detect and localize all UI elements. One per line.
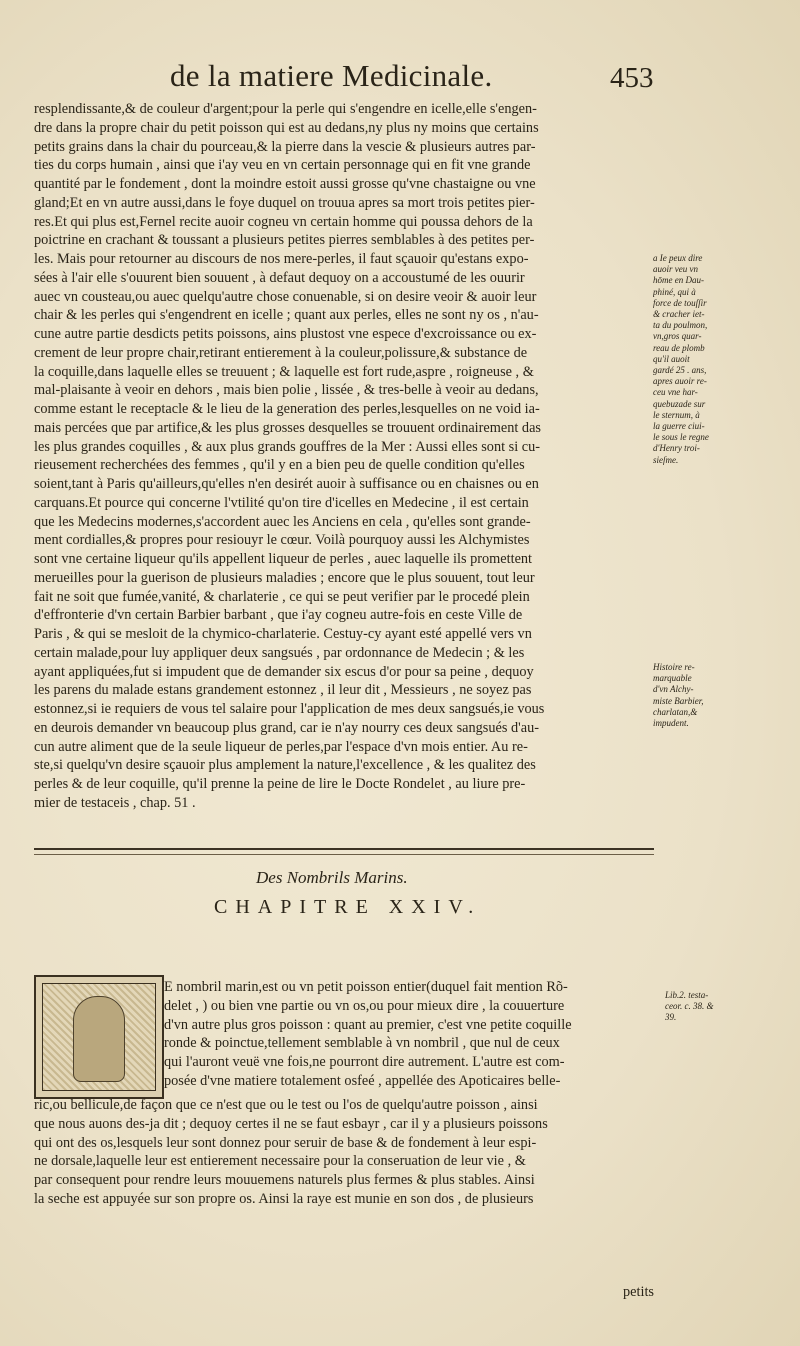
- page-number: 453: [610, 62, 654, 94]
- margin-note-line: a Ie peux dire: [653, 253, 703, 263]
- margin-note-b: [653, 662, 765, 729]
- text-line: comme estant le receptacle & le lieu de la generation des perles,lesquelles on ne void ia-: [34, 401, 540, 417]
- text-line: la seche est appuyée sur son propre os. Ainsi la raye est munie en son dos , de plusieurs: [34, 1190, 534, 1207]
- margin-note-line: ceu vne har-: [653, 387, 698, 398]
- text-line: merueilles pour la guerison de plusieurs maladies ; encore que le plus souuent, tout leur: [34, 569, 535, 586]
- text-line: dre dans la propre chair du petit poisson qui est au dedans,ny plus ny moins que certains: [34, 119, 539, 136]
- text-line: delet , ) ou bien vne partie ou vn os,ou pour mieux dire , la couuerture: [164, 997, 565, 1014]
- text-line: gland;Et en vn autre aussi,dans le foye duquel on trouua apres sa mort trois petites pier-: [34, 194, 535, 211]
- margin-note-line: quebuzade sur: [653, 398, 706, 409]
- margin-note-line: d'Henry troi-: [653, 443, 700, 454]
- margin-note-line: qu'il auoit: [653, 353, 690, 364]
- text-line: quantité par le fondement , dont la moindre estoit aussi grosse qu'vne chastaigne ou vne: [34, 176, 536, 192]
- text-line: la coquille,dans laquelle elles se treuuent ; & laquelle est fort rude,aspre , roigneuse , &: [34, 363, 534, 380]
- text-line: cun autre aliment que de la seule liqueur de perles,par l'espace d'vn mois entier. Au re-: [34, 738, 528, 755]
- text-line: sont vne certaine liqueur qu'ils appellent liqueur de perles , auec laquelle ils promettent: [34, 551, 533, 567]
- text-line: estonnez,si ie requiers de vous tel salaire pour l'application de mes deux sangsués,ie vous: [34, 701, 545, 717]
- margin-note-c: [665, 990, 780, 1024]
- margin-note-line: impudent.: [653, 718, 689, 729]
- text-line: res.Et qui plus est,Fernel recite auoir cogneu vn certain homme qui poussa dehors de la: [34, 213, 533, 230]
- margin-note-line: hōme en Dau-: [653, 275, 704, 286]
- margin-note-line: reau de plomb: [653, 342, 705, 353]
- margin-note-line: vn,gros quar-: [653, 331, 702, 342]
- text-line: auec vn cousteau,ou auec quelqu'autre chose conuenable, si on desire veoir & auoir leur: [34, 288, 537, 305]
- catchword: petits: [623, 1284, 654, 1300]
- text-line: perles & de leur coquille, qu'il prenne la peine de lire le Docte Rondelet , au liure pre-: [34, 776, 526, 792]
- text-line: petits grains dans la chair du pourceau,& la pierre dans la vescie & plusieurs autres par-: [34, 138, 536, 155]
- margin-note-line: la guerre ciui-: [653, 421, 705, 432]
- text-line: resplendissante,& de couleur d'argent;pour la perle qui s'engendre en icelle,elle s'engen-: [34, 101, 537, 117]
- text-line: crement de leur propre chair,retirant entierement à la couleur,polissure,& substance de: [34, 344, 528, 361]
- margin-note-line: Histoire re-: [653, 662, 695, 672]
- margin-note-line: d'vn Alchy-: [653, 684, 694, 695]
- text-line: posée d'vne matiere totalement osfeé , appellée des Apoticaires belle-: [164, 1072, 561, 1089]
- text-line: ties du corps humain , ainsi que i'ay veu en vn certain personnage qui en fit vne grande: [34, 157, 531, 174]
- text-line: d'vn autre plus gros poisson : quant au premier, c'est vne petite coquille: [164, 1016, 572, 1033]
- margin-note-line: ceor. c. 38. &: [665, 1001, 714, 1012]
- text-line: qui l'auront veuë vne fois,ne pourront dire autrement. L'autre est com-: [164, 1054, 565, 1070]
- text-line: sées à l'air elle s'ouurent bien souuent , à defaut dequoy on a accoustumé de les ouurir: [34, 269, 525, 286]
- text-line: certain malade,pour luy appliquer deux sangsués , par ordonnance de Medecin ; & les: [34, 644, 525, 661]
- text-line: ne dorsale,laquelle leur est entierement necessaire pour la conseruation de leur vie , &: [34, 1153, 526, 1170]
- text-line: ayant appliquées,fut si impudent que de demander six escus d'or pour sa peine , dequoy: [34, 663, 534, 680]
- margin-note-line: 39.: [665, 1012, 677, 1023]
- text-line: les parens du malade estans grandement estonnez , il leur dit , Messieurs , ne soyez pas: [34, 682, 532, 699]
- margin-note-line: le sternum, à: [653, 409, 700, 420]
- text-line: ric,ou bellicule,de façon que ce n'est que ou le test ou l'os de quelqu'autre poisson , ainsi: [34, 1097, 538, 1113]
- text-line: par consequent pour rendre leurs mouuemens naturels plus fermes & plus stables. Ainsi: [34, 1172, 535, 1188]
- text-line: carquans.Et pource qui concerne l'vtilité qu'on tire d'icelles en Medecine , il est certain: [34, 494, 529, 511]
- text-line: en deurois demander vn beaucoup plus grand, car ie n'ay nourry ces deux sangsués d'au-: [34, 719, 539, 736]
- text-line: que les Medecins modernes,s'accordent auec les Anciens en cela , qu'elles sont grande-: [34, 513, 531, 530]
- margin-note-line: marquable: [653, 673, 692, 684]
- body-text: [34, 100, 650, 813]
- decorated-initial: [34, 975, 164, 1099]
- text-line: poictrine en crachant & toussant a plusieurs petites pierres semblables à des petites per-: [34, 232, 535, 249]
- text-line: d'effronterie d'vn certain Barbier barbant , que i'ay cogneu autre-fois en ceste Ville de: [34, 607, 523, 624]
- margin-note-line: miste Barbier,: [653, 695, 704, 706]
- margin-note-line: gardé 25 . ans,: [653, 365, 707, 376]
- margin-note-line: & cracher iet-: [653, 309, 705, 320]
- margin-note-line: charlatan,&: [653, 706, 698, 717]
- text-line: fait ne soit que fumée,vanité, & charlaterie , ce qui se peut verifier par le procedé plein: [34, 588, 530, 605]
- margin-note-line: ta du poulmon,: [653, 320, 708, 331]
- text-line: Paris , & qui se mesloit de la chymico-charlaterie. Cestuy-cy ayant esté appellé vers vn: [34, 626, 532, 642]
- initial-ornament: [42, 983, 156, 1091]
- section-title: Des Nombrils Marins.: [256, 868, 408, 887]
- chapter-text-full: [34, 1096, 664, 1209]
- text-line: rieusement recherchées des femmes , qu'il y en a bien peu de quelle condition qu'elles: [34, 457, 525, 474]
- margin-note-a: [653, 253, 765, 466]
- text-line: ronde & poinctue,tellement semblable à vn nombril , que nul de ceux: [164, 1035, 560, 1052]
- text-line: E nombril marin,est ou vn petit poisson entier(duquel fait mention Rõ-: [164, 979, 568, 995]
- figure-ornament: [73, 996, 125, 1082]
- text-line: soient,tant à Paris qu'ailleurs,qu'elles n'en desirét auoir à suffisance ou en chaisnes ou en: [34, 476, 539, 492]
- text-line: les plus grandes coquilles , & aux plus grands gouffres de la Mer : Aussi elles sont si cu-: [34, 438, 541, 455]
- text-line: les. Mais pour retourner au discours de nos mere-perles, il faut sçauoir qu'estans expo-: [34, 251, 529, 267]
- text-line: que nous auons des-ja dit ; dequoy certes il ne se faut esbayr , car il y a plusieurs poissons: [34, 1115, 548, 1132]
- chapter-title: CHAPITRE XXIV.: [214, 896, 482, 918]
- margin-note-line: auoir veu vn: [653, 264, 698, 275]
- running-title: de la matiere Medicinale.: [170, 58, 493, 93]
- text-line: qui ont des os,lesquels leur sont donnez pour seruir de base & de fondement à leur espi-: [34, 1134, 537, 1151]
- text-line: chair & les perles qui s'engendrent en icelle ; quant aux perles, elles ne sont ny os , n'au-: [34, 307, 539, 324]
- margin-note-line: Lib.2. testa-: [665, 990, 709, 1000]
- chapter-text-indented: [164, 978, 664, 1091]
- text-line: mal-plaisante à veoir en dehors , mais bien polie , lissée , & tres-belle à veoir au dedans,: [34, 382, 539, 399]
- text-line: ste,si quelqu'vn desire sçauoir plus amplement la nature,l'excellence , & les qualitez des: [34, 757, 536, 774]
- margin-note-line: force de touſſir: [653, 297, 707, 308]
- text-line: mier de testaceis , chap. 51 .: [34, 794, 196, 811]
- margin-note-line: sieſme.: [653, 454, 679, 465]
- text-line: mais percées que par artifice,& les plus grosses desquelles se trouuent ordinairement das: [34, 419, 541, 436]
- text-line: ment cordialles,& propres pour resiouyr le cœur. Voilà pourquoy aussi les Alchymistes: [34, 532, 530, 549]
- margin-note-line: phiné, qui à: [653, 286, 696, 297]
- section-divider: [34, 848, 654, 855]
- margin-note-line: apres auoir re-: [653, 376, 707, 387]
- running-head: [0, 58, 800, 98]
- margin-note-line: le sous le regne: [653, 432, 709, 443]
- text-line: cune autre partie desdicts petits poissons, ains plustost vne espece d'excroissance ou ex-: [34, 326, 537, 342]
